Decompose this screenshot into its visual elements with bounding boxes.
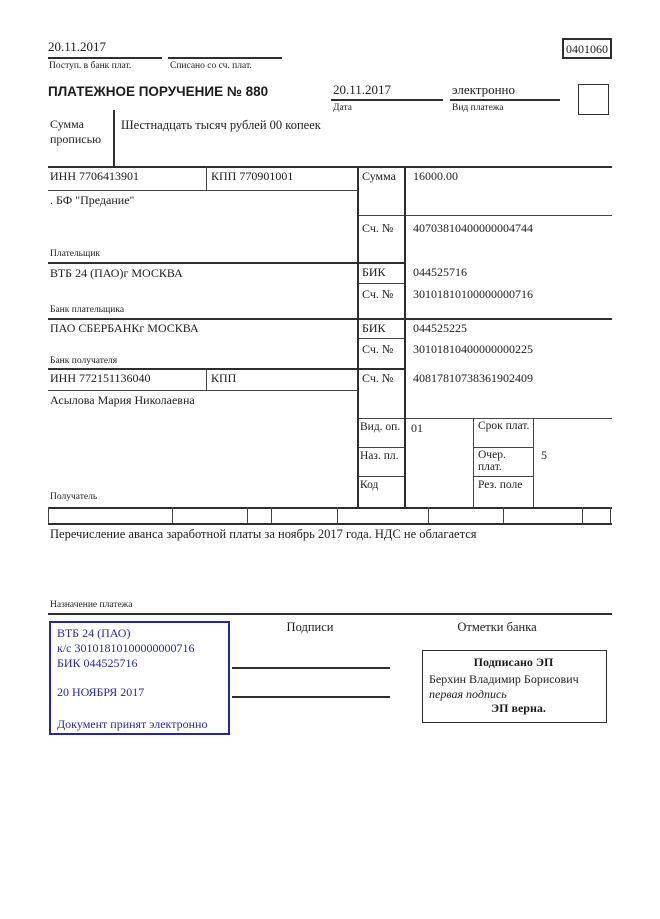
table-line — [206, 368, 207, 390]
payment-purpose-text: Перечисление аванса заработной платы за ноябрь 2017 года. НДС не облагается — [50, 527, 477, 541]
payer-kpp: КПП 770901001 — [211, 169, 294, 183]
payee-bank-name: ПАО СБЕРБАНКг МОСКВА — [50, 321, 199, 335]
table-line — [337, 507, 338, 523]
payee-bank-account-value: 30101810400000000225 — [413, 342, 533, 356]
payment-type-label: Вид платежа — [452, 103, 504, 113]
table-line — [48, 507, 612, 509]
payee-account-label: Сч. № — [362, 371, 394, 385]
table-line — [247, 507, 248, 523]
amount-words-label-2: прописью — [50, 132, 102, 146]
payer-bank-bik-value: 044525716 — [413, 265, 467, 279]
rule — [168, 57, 282, 59]
table-line — [172, 507, 173, 523]
table-line — [271, 507, 272, 523]
received-in-bank-date: 20.11.2017 — [48, 39, 107, 54]
table-line — [473, 476, 534, 477]
term-label: Срок плат. — [478, 420, 530, 432]
payee-account-value: 40817810738361902409 — [413, 371, 533, 385]
payee-inn: ИНН 772151136040 — [50, 371, 151, 385]
table-line — [404, 166, 406, 507]
payment-purpose-label: Назначение платежа — [50, 600, 133, 610]
payer-account-label: Сч. № — [362, 221, 394, 235]
sum-value: 16000.00 — [413, 169, 458, 183]
rule — [48, 57, 162, 59]
table-line — [503, 507, 504, 523]
table-line — [48, 190, 357, 191]
payer-bank-account-label: Сч. № — [362, 287, 394, 301]
payment-type-value: электронно — [452, 82, 516, 97]
payee-bank-bik-label: БИК — [362, 321, 386, 335]
status-checkbox — [578, 84, 609, 115]
stamp-accepted-note: Документ принят электронно — [57, 717, 208, 731]
table-line — [473, 418, 474, 507]
table-line — [533, 418, 534, 507]
document-title: ПЛАТЕЖНОЕ ПОРУЧЕНИЕ № 880 — [48, 84, 269, 99]
code-label: Код — [360, 479, 379, 491]
document-date: 20.11.2017 — [333, 82, 392, 97]
op-type-label: Вид. оп. — [360, 421, 401, 433]
payer-bank-label: Банк плательщика — [50, 305, 125, 315]
payee-bank-bik-value: 044525225 — [413, 321, 467, 335]
table-line — [357, 447, 406, 448]
payer-bank-name: ВТБ 24 (ПАО)г МОСКВА — [50, 266, 183, 280]
table-line — [357, 166, 359, 507]
divider — [113, 110, 115, 166]
date-label: Дата — [333, 103, 352, 113]
payee-bank-account-label: Сч. № — [362, 342, 394, 356]
payer-name: . БФ "Предание" — [50, 193, 135, 207]
order-label: Очер. плат. — [478, 449, 506, 473]
rule — [48, 613, 612, 615]
signatures-label: Подписи — [286, 620, 334, 634]
table-line — [48, 318, 612, 320]
bank-marks-label: Отметки банка — [457, 620, 537, 634]
stamp-corr-account: к/с 30101810100000000716 — [57, 641, 195, 655]
table-line — [48, 390, 357, 391]
signature-line — [232, 667, 390, 669]
electronic-signature-stamp — [422, 650, 607, 723]
payee-bank-label: Банк получателя — [50, 356, 118, 366]
rule — [331, 99, 443, 101]
rule — [450, 99, 560, 101]
esign-kind: первая подпись — [429, 687, 507, 701]
form-code: 0401060 — [566, 42, 608, 56]
table-line — [48, 507, 49, 523]
table-line — [48, 368, 406, 370]
received-in-bank-label: Поступ. в банк плат. — [49, 61, 132, 71]
op-type-value: 01 — [411, 421, 423, 435]
table-line — [357, 338, 406, 339]
stamp-date: 20 НОЯБРЯ 2017 — [57, 685, 145, 699]
table-line — [206, 166, 207, 190]
table-line — [48, 166, 612, 168]
payer-bank-account-value: 30101810100000000716 — [413, 287, 533, 301]
payee-name: Асылова Мария Николаевна — [50, 393, 195, 407]
esign-verified: ЭП верна. — [491, 701, 546, 715]
payee-kpp: КПП — [211, 371, 237, 385]
payer-inn: ИНН 7706413901 — [50, 169, 139, 183]
table-line — [357, 215, 612, 216]
payer-bank-bik-label: БИК — [362, 265, 386, 279]
table-line — [48, 262, 406, 264]
order-value: 5 — [541, 448, 547, 462]
table-line — [610, 507, 611, 523]
amount-in-words: Шестнадцать тысяч рублей 00 копеек — [121, 118, 321, 132]
table-line — [473, 447, 534, 448]
signature-line — [232, 696, 390, 698]
table-line — [428, 507, 429, 523]
stamp-bank-name: ВТБ 24 (ПАО) — [57, 626, 131, 640]
table-line — [357, 283, 406, 284]
esign-title: Подписано ЭП — [473, 655, 554, 669]
table-line — [357, 418, 612, 419]
debited-from-account-label: Списано со сч. плат. — [170, 61, 252, 71]
purpose-code-label: Наз. пл. — [360, 450, 399, 462]
table-line — [582, 507, 583, 523]
esign-name: Берхин Владимир Борисович — [429, 672, 579, 686]
sum-label: Сумма — [362, 169, 396, 183]
reserve-label: Рез. поле — [478, 479, 523, 491]
form-code-box — [562, 38, 612, 59]
payer-label: Плательщик — [50, 249, 101, 259]
bank-acceptance-stamp — [49, 621, 230, 735]
stamp-bik: БИК 044525716 — [57, 656, 138, 670]
payer-account-value: 40703810400000004744 — [413, 221, 533, 235]
payee-label: Получатель — [50, 492, 98, 502]
amount-words-label-1: Сумма — [50, 117, 84, 131]
table-line — [48, 523, 612, 525]
table-line — [357, 476, 406, 477]
